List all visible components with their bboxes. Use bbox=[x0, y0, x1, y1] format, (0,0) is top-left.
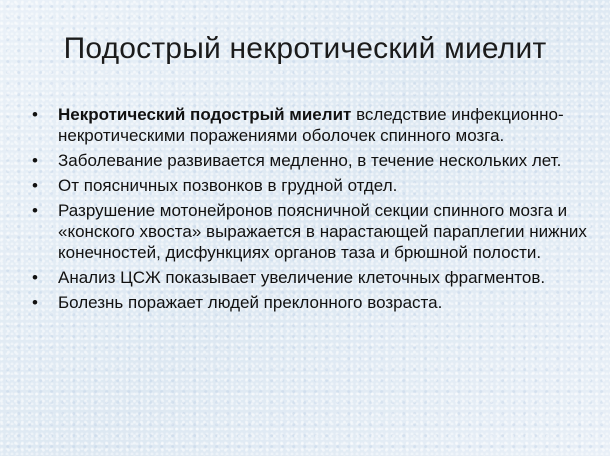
bullet-text: Анализ ЦСЖ показывает увеличение клеточных фрагментов. bbox=[58, 268, 546, 287]
bullet-item bbox=[32, 150, 592, 171]
bullet-icon: • bbox=[32, 151, 38, 170]
bullet-text: Разрушение мотонейронов поясничной секции спинного мозга и «конского хвоста» выражается в нарастающей параплегии нижних конечностей, дисфункциях органов таза и брюшной полости. bbox=[58, 201, 587, 262]
bullet-item bbox=[32, 104, 592, 146]
bullet-text: От поясничных позвонков в грудной отдел. bbox=[58, 176, 398, 195]
bullet-item bbox=[32, 175, 592, 196]
bullet-list bbox=[32, 104, 592, 317]
bullet-item bbox=[32, 292, 592, 313]
bullet-text: вследствие инфекционно-некротическими поражениями оболочек спинного мозга. bbox=[58, 105, 564, 145]
bullet-icon: • bbox=[32, 201, 38, 220]
bullet-item bbox=[32, 267, 592, 288]
bullet-text: Болезнь поражает людей преклонного возраста. bbox=[58, 293, 443, 312]
slide-title: Подострый некротический миелит bbox=[63, 32, 547, 65]
bullet-bold-text: Некротический подострый миелит bbox=[58, 105, 352, 124]
bullet-icon: • bbox=[32, 293, 38, 312]
bullet-text: Заболевание развивается медленно, в течение нескольких лет. bbox=[58, 151, 562, 170]
bullet-item bbox=[32, 200, 592, 263]
bullet-icon: • bbox=[32, 176, 38, 195]
bullet-icon: • bbox=[32, 268, 38, 287]
bullet-icon: • bbox=[32, 105, 38, 124]
